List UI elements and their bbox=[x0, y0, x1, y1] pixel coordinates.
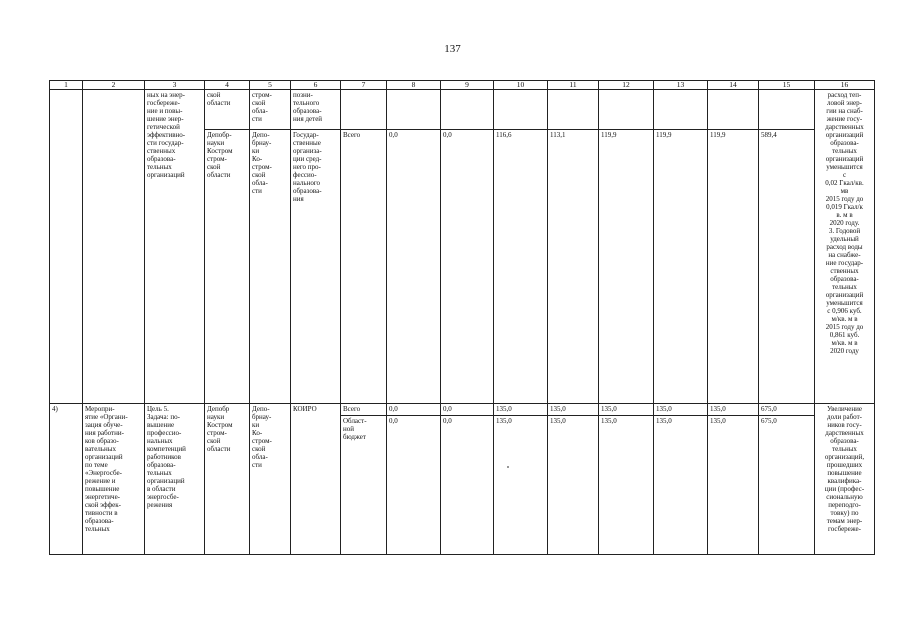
value-cell: 119,9 bbox=[708, 130, 759, 404]
column-number: 8 bbox=[387, 81, 441, 90]
page-number: 137 bbox=[444, 43, 461, 55]
table-cell bbox=[599, 90, 654, 130]
column-number: 9 bbox=[441, 81, 494, 90]
value-cell: 116,6 bbox=[494, 130, 548, 404]
table-cell bbox=[708, 90, 759, 130]
value-cell: 135,0 bbox=[548, 404, 599, 416]
table-cell bbox=[387, 90, 441, 130]
table-cell bbox=[494, 90, 548, 130]
value-cell: 135,0 bbox=[654, 416, 708, 555]
value-cell: 119,9 bbox=[654, 130, 708, 404]
table-cell bbox=[83, 90, 145, 404]
indicator-cell: Увеличение доли работ- ников госу- дарственных образова- тельных организаций, прошедших повышение квалифика- ции (профес- сиональную переподго- товку) по темам энер- госбереже- bbox=[815, 404, 875, 555]
value-cell: 0,0 bbox=[441, 416, 494, 555]
column-number: 14 bbox=[708, 81, 759, 90]
value-cell: 119,9 bbox=[599, 130, 654, 404]
table-cell bbox=[441, 90, 494, 130]
table-cell: КОИРО bbox=[291, 404, 341, 555]
table-cell: Област- ной бюджет bbox=[341, 416, 387, 555]
value-cell: 135,0 bbox=[708, 404, 759, 416]
column-number: 3 bbox=[145, 81, 205, 90]
column-number: 16 bbox=[815, 81, 875, 90]
table-cell bbox=[759, 90, 815, 130]
value-cell: 0,0 bbox=[441, 404, 494, 416]
table-cell bbox=[50, 90, 83, 404]
value-cell: 135,0 bbox=[708, 416, 759, 555]
table-cell: Депо- брнау- ки Ко- стром- ской обла- сти bbox=[250, 404, 291, 555]
column-number-row bbox=[50, 81, 875, 90]
value-cell: 0,0 bbox=[387, 404, 441, 416]
table-cell bbox=[654, 90, 708, 130]
column-number: 5 bbox=[250, 81, 291, 90]
value-cell: 135,0 bbox=[548, 416, 599, 555]
table-cell: ных на энер- госбереже- ние и повы- шение энер- гетической эффективно- сти государ- ственных образова- тельных организаций bbox=[145, 90, 205, 404]
value-cell: 675,0 bbox=[759, 404, 815, 416]
value-cell: 0,0 bbox=[441, 130, 494, 404]
table-cell bbox=[341, 90, 387, 130]
table-cell: позни- тельного образова- ния детей bbox=[291, 90, 341, 130]
column-number: 1 bbox=[50, 81, 83, 90]
column-number: 15 bbox=[759, 81, 815, 90]
column-number: 2 bbox=[83, 81, 145, 90]
table-cell: Депо- брнау- ки Ко- стром- ской обла- сти bbox=[250, 130, 291, 404]
column-number: 4 bbox=[205, 81, 250, 90]
table-cell: 4) bbox=[50, 404, 83, 555]
table-row bbox=[50, 404, 875, 416]
column-number: 11 bbox=[548, 81, 599, 90]
value-cell: 113,1 bbox=[548, 130, 599, 404]
indicator-cell: расход теп- ловой энер- гии на снаб- жение госу- дарственных организаций образова- тельных организаций уменьшится с 0,02 Гкал/кв. мв 2015 году до 0,019 Гкал/к в. м в 2020 году. 3. Годовой удельный расход воды на снабже- ние государ- ственных образова- тельных организаций уменьшится с 0,906 куб. м/кв. м в 2015 году до 0,861 куб. м/кв. м в 2020 году bbox=[815, 90, 875, 404]
value-cell: 135,0 bbox=[494, 416, 548, 555]
table-cell: Цель 5. Задача: по- вышение профессио- нальных компетенций работников образова- тельных организаций в области энергосбе- режения bbox=[145, 404, 205, 555]
column-number: 13 bbox=[654, 81, 708, 90]
value-cell: 135,0 bbox=[599, 404, 654, 416]
table-cell: Меропри- ятие «Органи- зация обуче- ния работни- ков образо- вательных организаций по теме «Энергосбе- режение и повышение энергетиче- ской эффек- тивности в образова- тельных bbox=[83, 404, 145, 555]
value-cell: 589,4 bbox=[759, 130, 815, 404]
value-cell: 0,0 bbox=[387, 416, 441, 555]
program-table bbox=[49, 80, 875, 555]
table-cell: Всего bbox=[341, 404, 387, 416]
scan-speck bbox=[507, 466, 509, 468]
table-cell: Всего bbox=[341, 130, 387, 404]
column-number: 10 bbox=[494, 81, 548, 90]
table-cell bbox=[548, 90, 599, 130]
value-cell: 675,0 bbox=[759, 416, 815, 555]
table-cell: Государ- ственные организа- ции сред- него про- фессио- нального образова- ния bbox=[291, 130, 341, 404]
value-cell: 135,0 bbox=[654, 404, 708, 416]
table-cell: Депобр- науки Костром стром- ской области bbox=[205, 130, 250, 404]
value-cell: 135,0 bbox=[599, 416, 654, 555]
table-cell: стром- ской обла- сти bbox=[250, 90, 291, 130]
table-row bbox=[50, 90, 875, 130]
value-cell: 135,0 bbox=[494, 404, 548, 416]
value-cell: 0,0 bbox=[387, 130, 441, 404]
column-number: 12 bbox=[599, 81, 654, 90]
column-number: 7 bbox=[341, 81, 387, 90]
table-cell: Депобр науки Костром стром- ской области bbox=[205, 404, 250, 555]
table-cell: ской области bbox=[205, 90, 250, 130]
column-number: 6 bbox=[291, 81, 341, 90]
